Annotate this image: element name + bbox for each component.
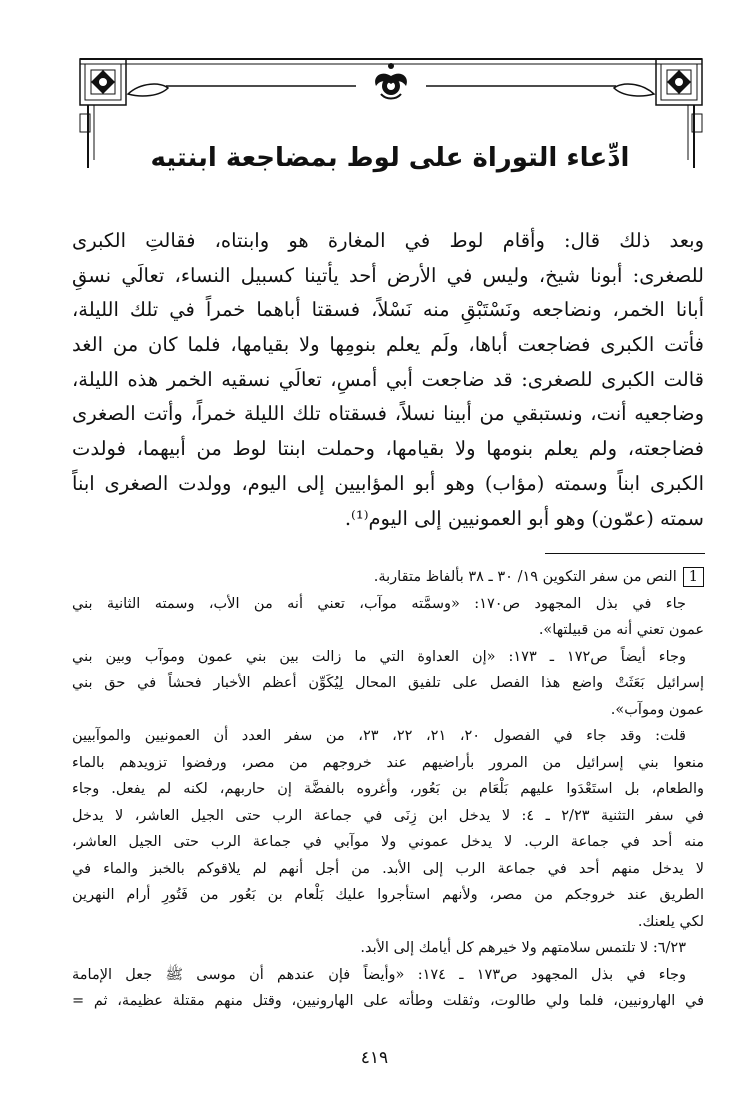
footnote-line: ٦/٢٣: لا تلتمس سلامتهم ولا خيرهم كل أيامك إلى الأبد. xyxy=(360,940,686,956)
footnote-line: الطريق عند خروجكم من مصر، ولأنهم استأجروا عليك بَلْعام بن بَعُور من فَتُورِ أرام النهرين xyxy=(72,887,704,903)
body-line: وبعد ذلك قال: وأقام لوط في المغارة هو وابنتاه، فقالتِ الكبرى xyxy=(72,229,704,252)
footnote-line: إسرائيل بَعَثَتْ واضع هذا الفصل على تلفيق المحال لِيُكَوِّن أعظم الأخبار فحشاً في حق بني xyxy=(72,675,704,691)
footnote-line: وجاء في بذل المجهود ص١٧٣ ـ ١٧٤: «وأيضاً فإن عندهم أن موسى ﷺ جعل الإمامة xyxy=(72,966,686,983)
body-line: فأتت الكبرى فضاجعت أباها، ولَم يعلم بنومِها ولا بقيامها، فلما كان من الغد xyxy=(72,333,704,357)
main-paragraph xyxy=(72,224,704,536)
body-line: سمته (عمّون) وهو أبو العمونيين إلى اليوم⁽¹⁾. xyxy=(344,506,704,530)
body-line: الكبرى ابناً وسمته (مؤاب) وهو أبو المؤابيين إلى اليوم، وولدت الصغرى ابناً xyxy=(72,471,704,495)
page-number: ٤١٩ xyxy=(360,1048,389,1068)
footnote-line: لا يدخل منهم أحد في جماعة الرب إلى الأبد. من أجل أنهم لم يلاقوكم بالخبز والماء في xyxy=(72,860,704,877)
footnote-line: قلت: وقد جاء في الفصول ٢٠، ٢١، ٢٢، ٢٣، من سفر العدد أن العمونيين والموآبيين xyxy=(72,728,686,744)
footnote-line: والطعام، بل استَعْدَوا عليهم بَلْعَام بن بَعُور، وأغروه بالفضَّة إن حاربهم، لكنه لم يفعل. وجاء xyxy=(72,781,704,797)
body-line: للصغرى: أبونا شيخ، وليس في الأرض أحد يأتينا كسبيل النساء، تعالَي نسقِ xyxy=(72,263,704,287)
footnote-text: النص من سفر التكوين ١٩/ ٣٠ ـ ٣٨ بألفاظ متقاربة. xyxy=(373,569,677,585)
footnote-line: عمون تعني أنه من قبيلتها». xyxy=(538,622,704,638)
footnote-first-line xyxy=(72,564,704,591)
footnote-number-box: 1 xyxy=(683,567,704,587)
body-line: أبانا الخمر، ونضاجعه ونَسْتَبْقِ منه نَسْلاً، فسقتا أباهما خمراً في تلك الليلة، xyxy=(72,298,704,322)
chapter-title: ادِّعاء التوراة على لوط بمضاجعة ابنتيه xyxy=(150,143,630,173)
footnote-line: في سفر التثنية ٢/٢٣ ـ ٤: لا يدخل ابن زِنَى في جماعة الرب حتى الجيل العاشر، لا يدخل xyxy=(72,807,704,824)
body-line: فضاجعته، ولم يعلم بنومها ولا بقيامها، وحملت ابنتا لوط من أبيهما، فولدت xyxy=(72,437,704,461)
footnote-line: عمون وموآب». xyxy=(610,701,704,718)
footnote-line: في الهارونيين، فلما ولي طالوت، وثقلت وطأته على الهارونيين، وقتل منهم مقتلة عظيمة، ثم = xyxy=(72,993,704,1009)
footnote-separator xyxy=(545,553,705,554)
footnote-line: جاء في بذل المجهود ص١٧٠: «وسمَّته موآب، تعني أنه من الأب، وسمته الثانية بني xyxy=(72,595,686,612)
footnote-line: منعوا بني إسرائيل من المرور بأراضيهم عند خروجهم من مصر، ورفضوا تزويدهم بالماء xyxy=(72,754,704,771)
body-line: وضاجعيه أنت، ونستبقي من أبينا نسلاً، فسقتاه تلك الليلة خمراً، وأتت الصغرى xyxy=(72,402,704,426)
footnote-line: لكي يلعنك. xyxy=(637,913,704,930)
footnote-line: منه أحد في جماعة الرب. لا يدخل عموني ولا موآبي في جماعة الرب حتى الجيل العاشر، xyxy=(72,834,704,850)
footnote-line: وجاء أيضاً ص١٧٢ ـ ١٧٣: «إن العداوة التي ما زالت بين بني عمون وموآب وبين بني xyxy=(72,648,686,665)
body-line: قالت الكبرى للصغرى: قد ضاجعت أبي أمسِ، تعالَي نسقيه الخمر هذه الليلة، xyxy=(72,367,704,391)
footnotes-block xyxy=(72,564,704,1015)
